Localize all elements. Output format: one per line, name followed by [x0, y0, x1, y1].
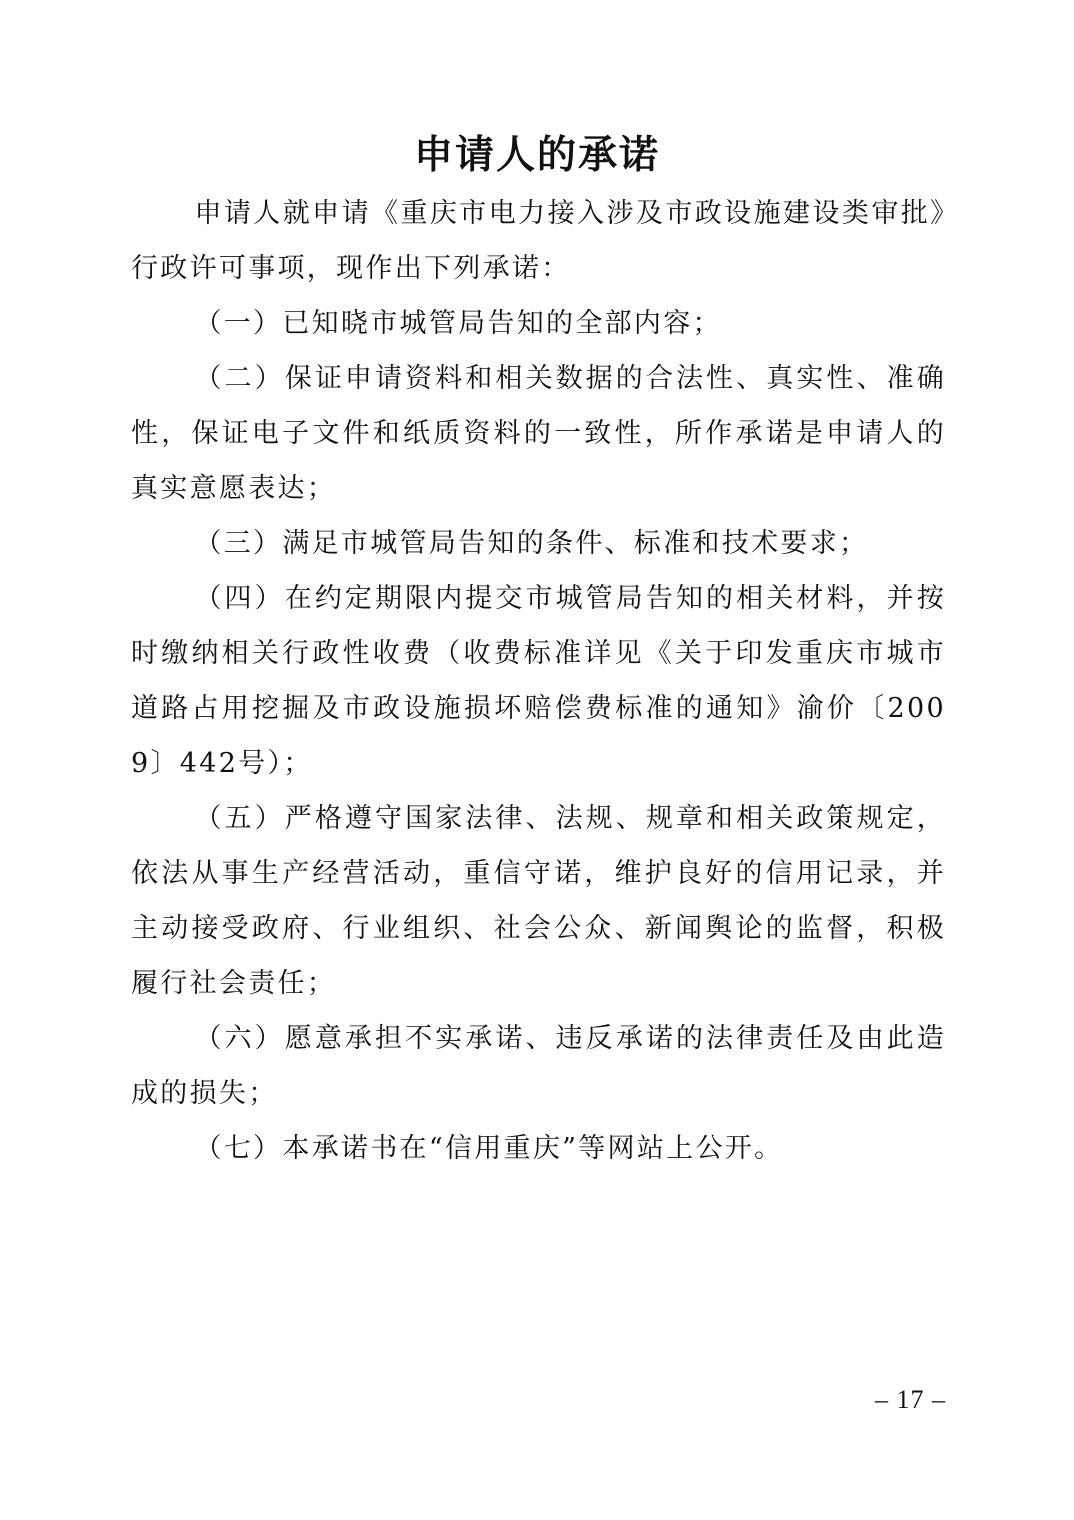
paragraph-item-5: （五）严格遵守国家法律、法规、规章和相关政策规定，依法从事生产经营活动，重信守诺，维护良好的信用记录，并主动接受政府、行业组织、社会公众、新闻舆论的监督，积极履行社会责任；: [131, 803, 946, 999]
paragraph-intro: 申请人就申请《重庆市电力接入涉及市政设施建设类审批》行政许可事项，现作出下列承诺：: [131, 198, 946, 284]
document-body: [131, 186, 946, 1176]
paragraph-item-1: （一）已知晓市城管局告知的全部内容；: [194, 308, 722, 339]
paragraph-item-3: （三）满足市城管局告知的条件、标准和技术要求；: [194, 528, 869, 559]
paragraph-item-7: （七）本承诺书在“信用重庆”等网站上公开。: [194, 1133, 784, 1164]
paragraph-item-2: （二）保证申请资料和相关数据的合法性、真实性、准确性，保证电子文件和纸质资料的一致性，所作承诺是申请人的真实意愿表达；: [131, 363, 946, 504]
document-title: 申请人的承诺: [413, 133, 660, 178]
paragraph-item-6: （六）愿意承担不实承诺、违反承诺的法律责任及由此造成的损失；: [131, 1023, 946, 1109]
page-number: – 17 –: [875, 1385, 946, 1414]
paragraph-item-4: （四）在约定期限内提交市城管局告知的相关材料，并按时缴纳相关行政性收费（收费标准详见《关于印发重庆市城市道路占用挖掘及市政设施损坏赔偿费标准的通知》渝价〔2009〕442号）；: [131, 583, 946, 779]
